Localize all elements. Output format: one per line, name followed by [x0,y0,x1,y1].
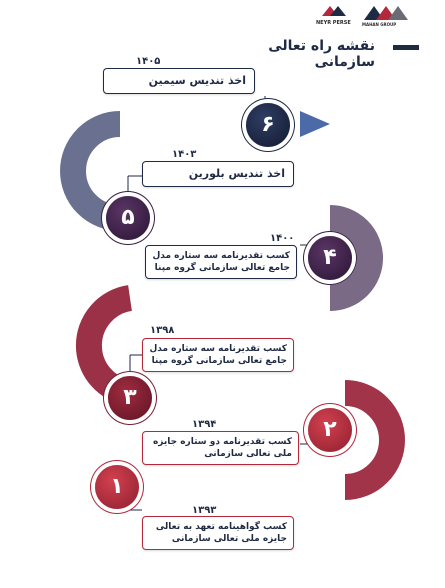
milestone-2-badge: ۲ [308,408,352,452]
title-accent-bar [393,45,419,50]
milestone-6-year: ۱۴۰۵ [136,56,161,67]
milestone-4-year: ۱۴۰۰ [270,233,295,244]
milestone-4-text: کسب تقدیرنامه سه ستاره مدل جامع تعالی سازمانی گروه مپنا [152,251,290,273]
milestone-1-text: کسب گواهینامه تعهد به تعالی جایزه ملی تعالی سازمانی [155,522,287,544]
milestone-3-year: ۱۳۹۸ [150,325,175,336]
neyr-perse-logo-text: NEYR PERSE [316,20,351,26]
page-title: نقشه راه تعالی سازمانی [268,38,375,70]
milestone-1-card [142,516,294,550]
milestone-4-badge: ۴ [308,236,352,280]
milestone-5-badge: ۵ [106,196,150,240]
milestone-6-badge: ۶ [246,103,290,147]
milestone-4-card [145,245,297,279]
milestone-1-year: ۱۳۹۳ [192,505,217,516]
mahan-group-logo [364,6,408,20]
milestone-6-text: اخذ تندیس سیمین [148,74,246,87]
milestone-5-text: اخذ تندیس بلورین [188,167,285,180]
milestone-2-year: ۱۳۹۴ [192,419,217,430]
milestone-1-badge: ۱ [95,465,139,509]
milestone-2-text: کسب تقدیرنامه دو ستاره جایزه ملی تعالی سازمانی [152,437,292,459]
milestone-2-card [142,431,299,465]
milestone-3-badge: ۳ [108,376,152,420]
milestone-3-text: کسب تقدیرنامه سه ستاره مدل جامع تعالی سازمانی گروه مپنا [149,344,287,366]
mahan-group-logo-text: MAHAN GROUP [362,22,397,27]
milestone-5-year: ۱۴۰۳ [172,149,197,160]
milestone-6-card [103,68,255,94]
milestone-3-card [142,338,294,372]
milestone-5-card [142,161,294,187]
neyr-perse-logo [322,6,346,16]
